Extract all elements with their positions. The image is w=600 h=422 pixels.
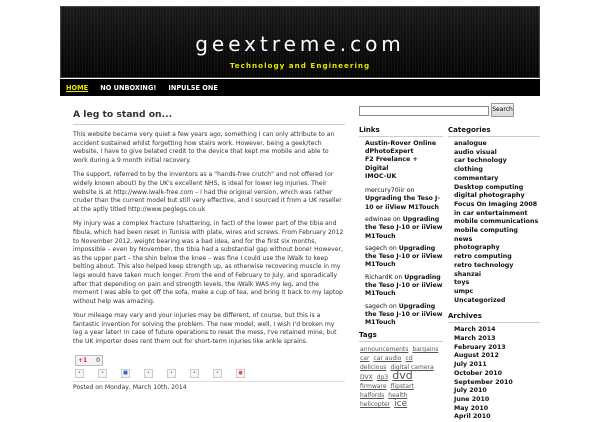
archive-item[interactable]: May 2010 [454, 404, 489, 412]
comment-item [359, 187, 443, 212]
comment-item [359, 303, 443, 328]
search-button[interactable]: Search [491, 103, 514, 117]
comment-on: on [389, 302, 397, 310]
category-item[interactable]: digital photography [454, 192, 525, 200]
category-item[interactable]: mobile communications [454, 218, 539, 226]
stumble-icon[interactable]: • [98, 369, 107, 378]
tag-link[interactable]: dvd [392, 369, 413, 383]
tag-link[interactable]: announcements [360, 346, 409, 354]
main-nav [60, 79, 540, 96]
tag-link[interactable]: helicopter [360, 401, 391, 409]
search-input[interactable] [359, 106, 489, 116]
category-item[interactable]: analogue [454, 140, 487, 147]
nav-no-unboxing[interactable]: NO UNBOXING! [100, 83, 157, 92]
facebook-icon[interactable]: • [144, 369, 153, 378]
categories-list [448, 140, 540, 305]
tag-link[interactable]: health [388, 392, 408, 400]
comment-on: on [389, 244, 397, 252]
reddit-icon[interactable]: ● [236, 369, 245, 378]
link-item[interactable]: F2 Freelance + Digital [365, 156, 418, 172]
comment-item [359, 245, 443, 270]
comment-on: on [406, 187, 415, 195]
category-item[interactable]: commentary [454, 174, 499, 182]
google-plus-button[interactable] [75, 355, 103, 366]
category-item[interactable]: in car entertainment [454, 209, 528, 217]
post-paragraph: Your mileage may vary and your injuries may be different, of course, but this is a fantastic invention for solving the problem. The new model, well, I wish I'd broken my leg a year later! In case of future operations to reset the mess, I've retained mine, but the UK importer does rent them out for short-term injuries like ankle sprains. [73, 312, 337, 346]
tag-link[interactable]: delicious [360, 364, 387, 372]
tag-link[interactable]: halfords [360, 392, 385, 400]
tag-cloud [359, 345, 443, 409]
email-icon[interactable]: • [190, 369, 199, 378]
main-content [73, 104, 345, 391]
category-item[interactable]: Uncategorized [454, 296, 506, 304]
comment-post-link[interactable]: Upgrading the Teso J-10 or iiView M1Touch [365, 273, 443, 298]
comment-post-link[interactable]: Upgrading the Teso J-10 or iiView M1Touch [365, 215, 443, 240]
category-item[interactable]: shanzai [454, 270, 482, 278]
comment-author[interactable]: sagech [365, 244, 388, 252]
google-plus-count: 0 [96, 356, 100, 364]
category-item[interactable]: car technology [454, 157, 507, 165]
comment-post-link[interactable]: Upgrading the Teso J-10 or iiView M1Touch [365, 244, 443, 269]
tag-link[interactable]: ice [394, 399, 408, 410]
share-icons [75, 369, 259, 378]
post-paragraph: This website became very quiet a few years ago, something I can only attribute to an accident sustained whilst forgetting how stairs work. However, being a geek/tech website, I have to give belated credit to the device that kept me mobile and able to work during a 9 month initial recovery. [73, 131, 335, 164]
print-icon[interactable]: • [213, 369, 222, 378]
sidebar-left [359, 126, 443, 409]
digg-icon[interactable]: • [75, 369, 84, 378]
category-item[interactable]: retro technology [454, 261, 514, 269]
post-paragraph: The support, referred to by the inventors as a "hands-free crutch" and not offered (or widely known about) by the UK's excellent NHS, is ideal for lower leg injuries. Their website is at http://www.iwalk-free.com – I had the original version, which was rather cruder than the current model but still very effective, and I sourced it from a UK reseller at the aptly titled http://www.peglegs.co.uk [73, 171, 342, 213]
tag-link[interactable]: digital camera [390, 364, 434, 372]
comment-author[interactable]: edwinae [365, 215, 392, 223]
comment-post-link[interactable]: Upgrading the Teso J-10 or iiView M1Touch [365, 195, 440, 211]
comment-author[interactable]: RichardK [365, 273, 393, 281]
category-item[interactable]: retro computing [454, 253, 512, 261]
tag-link[interactable]: bargains [412, 346, 439, 354]
category-item[interactable]: toys [454, 279, 470, 287]
share-bar [73, 353, 345, 380]
archive-item[interactable]: February 2013 [454, 343, 506, 351]
archive-item[interactable]: July 2011 [454, 361, 487, 369]
comment-on: on [393, 215, 401, 223]
links-list [359, 140, 443, 181]
site-tagline: Technology and Engineering [229, 61, 371, 70]
post-title[interactable]: A leg to stand on... [73, 109, 345, 125]
tag-link[interactable]: dp3 [376, 374, 389, 382]
nav-inpulse-one[interactable]: INPULSE ONE [168, 83, 218, 92]
category-item[interactable]: news [454, 235, 473, 243]
site-header [60, 6, 540, 78]
archives-list [448, 326, 540, 422]
comment-author[interactable]: mercury70iir [365, 187, 405, 195]
archive-item[interactable]: March 2013 [454, 335, 496, 343]
sidebar-right [448, 126, 540, 422]
comment-item [359, 274, 443, 299]
post-meta: Posted on Monday, March 10th, 2014 [73, 381, 345, 391]
site-title[interactable]: geextreme.com [195, 32, 405, 56]
nav-home[interactable]: HOME [66, 83, 89, 92]
post-body [73, 131, 345, 347]
category-item[interactable]: photography [454, 244, 500, 252]
google-plus-label: +1 [78, 356, 88, 364]
archive-item[interactable]: April 2010 [454, 413, 491, 421]
archive-item[interactable]: October 2010 [454, 369, 503, 377]
tag-link[interactable]: car audio [373, 355, 402, 363]
tag-link[interactable]: firmware [360, 383, 387, 391]
category-item[interactable]: audio visual [454, 148, 497, 156]
twitter-icon[interactable]: • [167, 369, 176, 378]
comment-author[interactable]: sagech [365, 302, 388, 310]
post-paragraph: My injury was a complex fracture (shattering, in fact) of the lower part of the tibia and fibula, which had been reset in Tunisia with plate, wires and screws. From February 2012 to November 2012, weight bearing was a bad idea, and for the first six months, impossible – even by November, the tibia had a substantial gap without bone! However, as the upper part – the shin below the knee – was fine I could use the iWalk to keep belting about. This also helped keep strength up, as otherwise recovering muscle in my legs would have taken much longer. From the end of February to July, and sporadically after that depending on pain and strength levels, the iWalk WAS my leg, and the moment I was able to get off the sofa, make a cup of tea, and bring it back to my laptop without help was amazing. [73, 220, 344, 305]
categories-title: Categories [448, 126, 540, 137]
category-item[interactable]: mobile computing [454, 227, 518, 235]
links-title: Links [359, 126, 443, 137]
recent-comments [359, 187, 443, 327]
category-item[interactable]: clothing [454, 166, 483, 174]
delicious-icon[interactable]: ■ [121, 369, 130, 378]
tag-link[interactable]: DVX [360, 374, 373, 382]
archive-item[interactable]: June 2010 [454, 395, 490, 403]
tag-link[interactable]: car [360, 355, 370, 363]
comment-post-link[interactable]: Upgrading the Teso J-10 or iiView M1Touch [365, 302, 443, 327]
archive-item[interactable]: August 2012 [454, 352, 499, 360]
archive-item[interactable]: July 2010 [454, 387, 487, 395]
archive-item[interactable]: March 2014 [454, 326, 496, 334]
category-item[interactable]: umpc [454, 287, 474, 295]
archives-title: Archives [448, 312, 540, 323]
link-item[interactable]: dPhotoExpert [365, 148, 414, 156]
tag-link[interactable]: cd [405, 355, 413, 363]
tag-link[interactable]: flipstart [390, 383, 414, 391]
category-item[interactable]: Desktop computing [454, 183, 524, 191]
tags-title: Tags [359, 331, 443, 342]
comment-on: on [394, 273, 403, 281]
link-item[interactable]: IMOC-UK [365, 172, 397, 180]
category-item[interactable]: Focus On Imaging 2008 [454, 200, 538, 208]
archive-item[interactable]: September 2010 [454, 378, 513, 386]
comment-item [359, 216, 443, 241]
link-item[interactable]: Austin-Rover Online [365, 140, 437, 147]
